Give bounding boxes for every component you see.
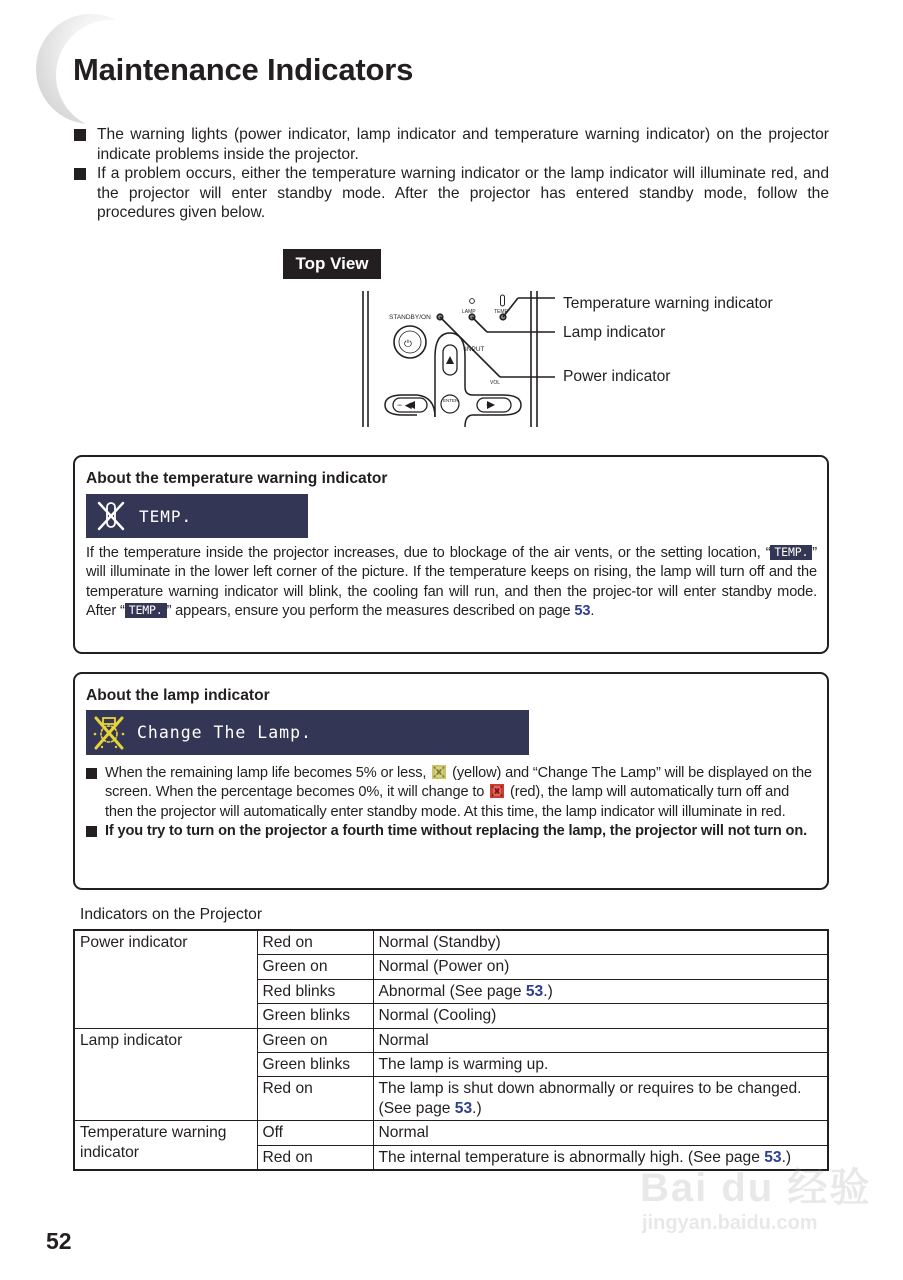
state-cell: Green blinks bbox=[257, 1053, 373, 1077]
temp-warning-icon bbox=[95, 499, 127, 533]
temp-text-part: ” will illuminate in the lower left corner of the picture. If the temperature keeps on rising, the lamp will turn off and the temperature warning indicator will blink, the cooling fan will run, and then the projec-tor will enter standby mode. After “ bbox=[86, 545, 817, 620]
svg-text:+: + bbox=[486, 400, 492, 410]
intro-list bbox=[72, 125, 829, 223]
indicator-cell: Temperature warning indicator bbox=[74, 1121, 257, 1170]
callout-power-indicator: Power indicator bbox=[563, 368, 671, 385]
svg-text:TEMP: TEMP bbox=[494, 309, 508, 315]
intro-item-text: The warning lights (power indicator, lamp indicator and temperature warning indicator) on the projector indicate problems inside the projector. bbox=[97, 126, 829, 163]
page-53-link[interactable]: 53 bbox=[574, 603, 591, 620]
state-cell: Red on bbox=[257, 930, 373, 955]
top-view-label: Top View bbox=[283, 249, 381, 279]
svg-text:ENTER: ENTER bbox=[443, 398, 459, 403]
svg-text:LAMP: LAMP bbox=[462, 309, 476, 315]
projector-panel-illustration bbox=[355, 287, 555, 427]
meaning-cell: Normal bbox=[373, 1028, 828, 1052]
page-53-link[interactable]: 53 bbox=[764, 1148, 782, 1166]
baidu-watermark bbox=[640, 1165, 880, 1245]
meaning-text: Abnormal (See page bbox=[378, 982, 526, 1000]
indicators-table bbox=[73, 929, 829, 1171]
temp-osd-text: TEMP. bbox=[139, 506, 193, 526]
svg-text:⏻: ⏻ bbox=[404, 339, 412, 350]
page-title: Maintenance Indicators bbox=[73, 52, 414, 87]
table-row bbox=[74, 1028, 828, 1052]
svg-text:STANDBY/ON: STANDBY/ON bbox=[389, 314, 431, 321]
square-bullet-icon bbox=[86, 768, 97, 779]
meaning-cell: Normal (Cooling) bbox=[373, 1004, 828, 1028]
state-cell: Off bbox=[257, 1121, 373, 1145]
svg-text:− ◀: − ◀ bbox=[397, 400, 412, 410]
temperature-box-title: About the temperature warning indicator bbox=[86, 470, 388, 487]
temp-text-part: If the temperature inside the projector increases, due to blockage of the air vents, or the setting location, “ bbox=[86, 545, 771, 561]
meaning-text: .) bbox=[781, 1148, 792, 1166]
temperature-box-text bbox=[86, 544, 817, 622]
lamp-text-part: When the remaining lamp life becomes 5% or less, bbox=[105, 765, 431, 781]
svg-text:INPUT: INPUT bbox=[465, 346, 485, 353]
meaning-text: The internal temperature is abnormally high. (See page bbox=[378, 1148, 765, 1166]
meaning-cell: The lamp is warming up. bbox=[373, 1053, 828, 1077]
lamp-note-item bbox=[86, 764, 817, 822]
indicator-cell: Power indicator bbox=[74, 930, 257, 1028]
meaning-cell: Normal (Power on) bbox=[373, 955, 828, 979]
intro-item bbox=[72, 164, 829, 223]
state-cell: Red on bbox=[257, 1077, 373, 1121]
square-bullet-icon bbox=[74, 168, 86, 180]
intro-item bbox=[72, 125, 829, 164]
inline-temp-label: TEMP. bbox=[125, 603, 167, 618]
state-cell: Green blinks bbox=[257, 1004, 373, 1028]
lamp-note-item-bold bbox=[86, 822, 817, 841]
meaning-text: The lamp is shut down abnormally or requires to be changed. (See page bbox=[378, 1080, 802, 1117]
change-lamp-icon bbox=[91, 715, 127, 751]
table-caption: Indicators on the Projector bbox=[80, 906, 263, 923]
square-bullet-icon bbox=[86, 826, 97, 837]
temperature-indicator-box bbox=[73, 455, 829, 654]
indicator-cell: Lamp indicator bbox=[74, 1028, 257, 1121]
lamp-indicator-box bbox=[73, 672, 829, 890]
meaning-text: .) bbox=[543, 982, 553, 1000]
lamp-text-part: (yellow) and “Change The Lamp” will be displayed on the screen. When the percentage becomes 0%, it will change to bbox=[105, 765, 812, 801]
lamp-osd-banner bbox=[86, 710, 529, 755]
callout-lamp-indicator: Lamp indicator bbox=[563, 324, 666, 341]
meaning-cell: Normal (Standby) bbox=[373, 930, 828, 955]
page-53-link[interactable]: 53 bbox=[525, 982, 544, 1000]
meaning-cell bbox=[373, 1077, 828, 1121]
temp-osd-banner bbox=[86, 494, 308, 538]
inline-temp-label: TEMP. bbox=[770, 545, 812, 560]
lamp-warning-text: If you try to turn on the projector a fourth time without replacing the lamp, the projector will not turn on. bbox=[105, 823, 807, 840]
watermark-logo: Bai du 经验 bbox=[640, 1166, 872, 1210]
page-53-link[interactable]: 53 bbox=[454, 1099, 473, 1117]
state-cell: Red on bbox=[257, 1145, 373, 1170]
projector-top-view-diagram bbox=[355, 287, 555, 427]
lamp-box-text bbox=[86, 764, 817, 842]
callout-temperature-warning-indicator: Temperature warning indicator bbox=[563, 295, 773, 312]
lamp-red-icon bbox=[490, 784, 504, 798]
meaning-text: .) bbox=[472, 1099, 482, 1117]
lamp-yellow-icon bbox=[432, 765, 446, 779]
page-number: 52 bbox=[46, 1228, 72, 1254]
table-row bbox=[74, 1121, 828, 1145]
meaning-cell bbox=[373, 979, 828, 1003]
svg-text:VOL: VOL bbox=[490, 380, 501, 386]
watermark-url: jingyan.baidu.com bbox=[642, 1212, 818, 1234]
temp-text-part: ” appears, ensure you perform the measures described on page bbox=[166, 603, 575, 620]
intro-item-text: If a problem occurs, either the temperature warning indicator or the lamp indicator will illuminate red, and the projector will enter standby mode. After the projector has entered standby mode, follow the procedures given below. bbox=[97, 165, 829, 222]
table-row bbox=[74, 930, 828, 955]
lamp-box-title: About the lamp indicator bbox=[86, 687, 270, 704]
state-cell: Red blinks bbox=[257, 979, 373, 1003]
temp-text-part: . bbox=[590, 603, 595, 620]
state-cell: Green on bbox=[257, 955, 373, 979]
square-bullet-icon bbox=[74, 129, 86, 141]
meaning-cell: Normal bbox=[373, 1121, 828, 1145]
state-cell: Green on bbox=[257, 1028, 373, 1052]
lamp-text-part: (red), the lamp will automatically turn off and then the projector will automatically enter standby mode. At this time, the lamp indicator will illuminate in red. bbox=[105, 784, 790, 820]
lamp-osd-text: Change The Lamp. bbox=[137, 723, 312, 742]
